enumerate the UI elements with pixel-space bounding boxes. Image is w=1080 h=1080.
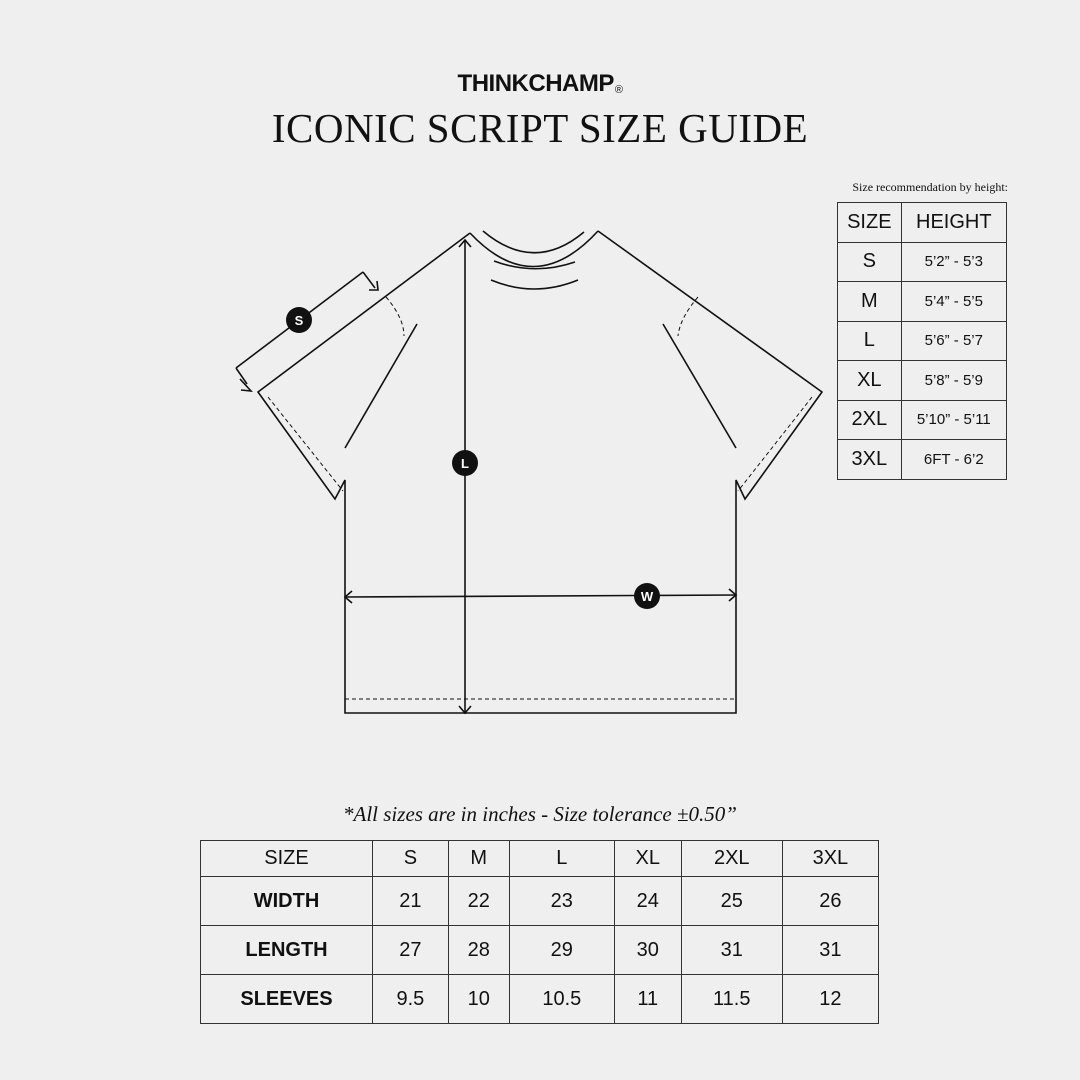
collar-rib-3 (491, 280, 578, 289)
table-row (838, 361, 1007, 401)
width-measure-line (345, 589, 736, 603)
value-cell: 28 (448, 926, 509, 975)
collar-rib-1 (483, 231, 584, 253)
value-cell: 11 (614, 975, 681, 1024)
left-armhole-line (345, 324, 417, 448)
value-cell: 26 (782, 877, 878, 926)
value-cell: 21 (373, 877, 449, 926)
collar-rib-2 (494, 261, 575, 269)
table-row (201, 877, 879, 926)
page-title: ICONIC SCRIPT SIZE GUIDE (271, 105, 809, 151)
header-cell: M (448, 841, 509, 877)
row-label: LENGTH (201, 926, 373, 975)
height-cell: 5’6” - 5’7 (901, 321, 1006, 361)
header-cell: 3XL (782, 841, 878, 877)
right-sleeve-hem-dash (738, 397, 812, 491)
brand-logo: THINKCHAMP® (457, 70, 623, 97)
right-armhole-line (663, 324, 736, 448)
length-measure-line (459, 240, 471, 714)
length-label (452, 450, 478, 476)
measurement-note: *All sizes are in inches - Size tolerance ±0.50” (343, 802, 737, 826)
value-cell: 31 (782, 926, 878, 975)
left-sleeve-hem-dash (268, 397, 343, 491)
value-cell: 23 (509, 877, 614, 926)
value-cell: 9.5 (373, 975, 449, 1024)
svg-text:S: S (294, 313, 304, 328)
value-cell: 27 (373, 926, 449, 975)
value-cell: 10 (448, 975, 509, 1024)
table-row (838, 400, 1007, 440)
sleeve-label (286, 307, 312, 333)
table-row (201, 975, 879, 1024)
table-row (838, 282, 1007, 322)
row-label: WIDTH (201, 877, 373, 926)
value-cell: 12 (782, 975, 878, 1024)
header-cell: SIZE (201, 841, 373, 877)
left-shoulder-seam-dash (386, 297, 404, 336)
value-cell: 11.5 (681, 975, 782, 1024)
value-cell: 30 (614, 926, 681, 975)
width-label (634, 583, 660, 609)
sleeve-measure-line (236, 272, 378, 391)
size-chart-table (200, 840, 879, 1024)
value-cell: 10.5 (509, 975, 614, 1024)
registered-mark: ® (614, 84, 623, 96)
size-cell: 2XL (838, 400, 902, 440)
header-cell: XL (614, 841, 681, 877)
size-cell: M (838, 282, 902, 322)
height-chart-table (837, 202, 1007, 480)
table-row (201, 926, 879, 975)
header-cell: L (509, 841, 614, 877)
value-cell: 31 (681, 926, 782, 975)
size-cell: S (838, 242, 902, 282)
right-shoulder-seam-dash (678, 297, 698, 336)
table-row (838, 321, 1007, 361)
size-cell: 3XL (838, 440, 902, 480)
table-row (838, 242, 1007, 282)
height-chart-caption: Size recommendation by height: (852, 180, 1008, 194)
header-cell-size: SIZE (838, 203, 902, 243)
height-cell: 5’2” - 5’3 (901, 242, 1006, 282)
table-header-row (201, 841, 879, 877)
value-cell: 22 (448, 877, 509, 926)
size-cell: XL (838, 361, 902, 401)
table-row (838, 440, 1007, 480)
value-cell: 25 (681, 877, 782, 926)
height-cell: 5’4” - 5’5 (901, 282, 1006, 322)
table-header-row (838, 203, 1007, 243)
svg-text:L: L (461, 456, 469, 471)
size-cell: L (838, 321, 902, 361)
header-cell: S (373, 841, 449, 877)
tshirt-outline (258, 231, 822, 713)
height-cell: 5’10” - 5’11 (901, 400, 1006, 440)
svg-text:W: W (640, 589, 654, 604)
value-cell: 24 (614, 877, 681, 926)
height-cell: 6FT - 6’2 (901, 440, 1006, 480)
value-cell: 29 (509, 926, 614, 975)
header-cell: 2XL (681, 841, 782, 877)
header-cell-height: HEIGHT (901, 203, 1006, 243)
row-label: SLEEVES (201, 975, 373, 1024)
height-cell: 5’8” - 5’9 (901, 361, 1006, 401)
